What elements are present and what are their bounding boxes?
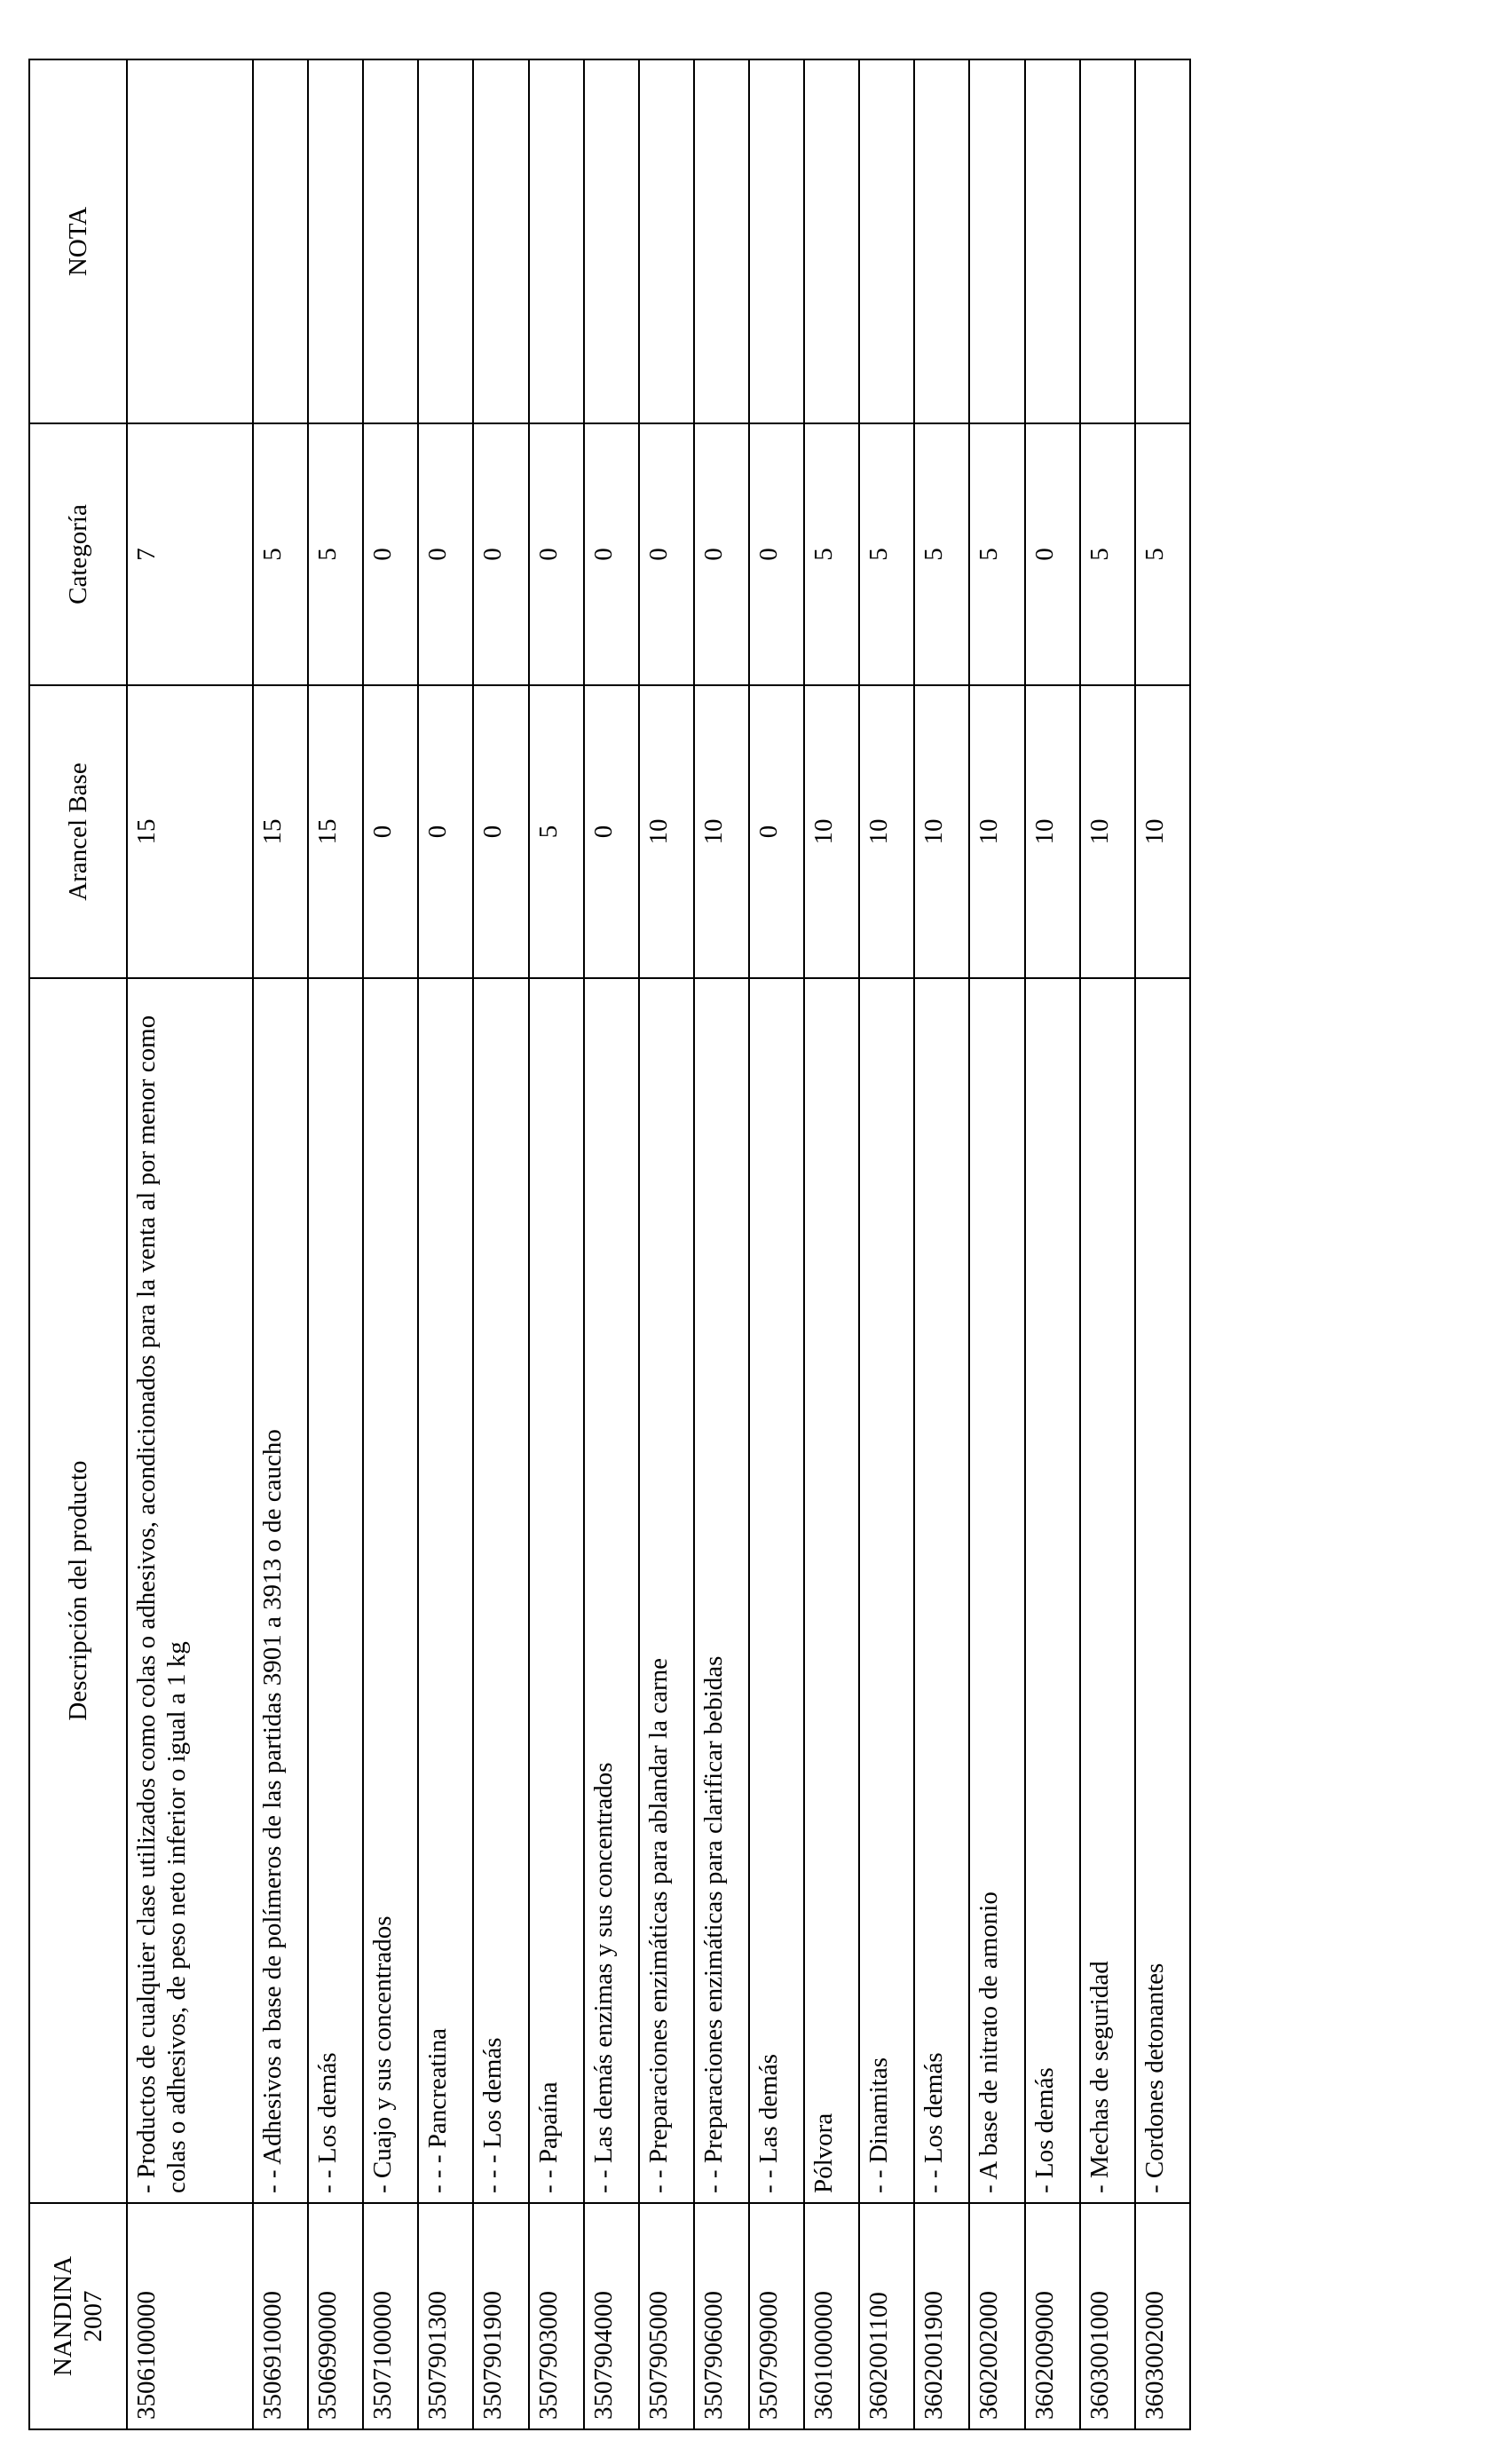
cell-arancel-base: 10 <box>1025 685 1080 978</box>
cell-description: - Los demás <box>1025 978 1080 2203</box>
cell-code: 3602001900 <box>914 2203 969 2429</box>
table-row <box>639 59 694 2429</box>
cell-nota <box>694 59 749 423</box>
table-row <box>804 59 859 2429</box>
cell-description: - - - Pancreatina <box>418 978 473 2203</box>
table-row <box>969 59 1024 2429</box>
cell-code: 3507906000 <box>694 2203 749 2429</box>
cell-nota <box>1135 59 1190 423</box>
cell-categoria: 0 <box>529 423 584 685</box>
cell-arancel-base: 0 <box>363 685 418 978</box>
cell-categoria: 5 <box>914 423 969 685</box>
cell-categoria: 5 <box>253 423 308 685</box>
cell-arancel-base: 10 <box>694 685 749 978</box>
cell-nota <box>804 59 859 423</box>
cell-categoria: 5 <box>1135 423 1190 685</box>
cell-categoria: 5 <box>1080 423 1135 685</box>
cell-code: 3602002000 <box>969 2203 1024 2429</box>
cell-description: - - Adhesivos a base de polímeros de las partidas 3901 a 3913 o de caucho <box>253 978 308 2203</box>
table-row <box>473 59 528 2429</box>
cell-arancel-base: 5 <box>529 685 584 978</box>
header-descripcion: Descripción del producto <box>29 978 127 2203</box>
cell-arancel-base: 10 <box>969 685 1024 978</box>
cell-code: 3603002000 <box>1135 2203 1190 2429</box>
cell-code: 3603001000 <box>1080 2203 1135 2429</box>
cell-nota <box>1025 59 1080 423</box>
cell-code: 3507904000 <box>584 2203 639 2429</box>
cell-categoria: 0 <box>639 423 694 685</box>
rotated-page <box>28 60 1191 2430</box>
table-row <box>363 59 418 2429</box>
cell-code: 3601000000 <box>804 2203 859 2429</box>
table-row <box>1025 59 1080 2429</box>
cell-description: - A base de nitrato de amonio <box>969 978 1024 2203</box>
cell-code: 3507100000 <box>363 2203 418 2429</box>
cell-arancel-base: 10 <box>914 685 969 978</box>
cell-categoria: 0 <box>473 423 528 685</box>
header-arancel-base: Arancel Base <box>29 685 127 978</box>
cell-description: - - Preparaciones enzimáticas para ablandar la carne <box>639 978 694 2203</box>
table-row <box>418 59 473 2429</box>
cell-description: - - - Los demás <box>473 978 528 2203</box>
cell-code: 3507903000 <box>529 2203 584 2429</box>
cell-categoria: 5 <box>308 423 363 685</box>
cell-code: 3507909000 <box>749 2203 804 2429</box>
cell-categoria: 0 <box>694 423 749 685</box>
table-row <box>1080 59 1135 2429</box>
table-row <box>308 59 363 2429</box>
cell-arancel-base: 10 <box>1080 685 1135 978</box>
cell-nota <box>859 59 914 423</box>
cell-nota <box>253 59 308 423</box>
cell-code: 3507901300 <box>418 2203 473 2429</box>
cell-nota <box>914 59 969 423</box>
cell-arancel-base: 0 <box>749 685 804 978</box>
cell-description: - Mechas de seguridad <box>1080 978 1135 2203</box>
header-nota: NOTA <box>29 59 127 423</box>
cell-code: 3602009000 <box>1025 2203 1080 2429</box>
cell-code: 3506100000 <box>127 2203 253 2429</box>
cell-code: 3602001100 <box>859 2203 914 2429</box>
cell-description: - Productos de cualquier clase utilizados como colas o adhesivos, acondicionados para la venta al por menor como colas o adhesivos, de peso neto inferior o igual a 1 kg <box>127 978 253 2203</box>
cell-arancel-base: 0 <box>584 685 639 978</box>
cell-nota <box>127 59 253 423</box>
cell-description: Pólvora <box>804 978 859 2203</box>
cell-categoria: 0 <box>363 423 418 685</box>
cell-nota <box>969 59 1024 423</box>
cell-description: - - Preparaciones enzimáticas para clarificar bebidas <box>694 978 749 2203</box>
header-nandina-line1: NANDINA <box>49 2255 77 2377</box>
cell-categoria: 7 <box>127 423 253 685</box>
cell-categoria: 0 <box>584 423 639 685</box>
cell-nota <box>473 59 528 423</box>
cell-arancel-base: 10 <box>804 685 859 978</box>
table-header-row <box>29 59 127 2429</box>
cell-categoria: 0 <box>418 423 473 685</box>
header-categoria: Categoría <box>29 423 127 685</box>
cell-code: 3507905000 <box>639 2203 694 2429</box>
cell-nota <box>1080 59 1135 423</box>
cell-arancel-base: 15 <box>127 685 253 978</box>
cell-nota <box>529 59 584 423</box>
cell-arancel-base: 15 <box>308 685 363 978</box>
header-nandina <box>29 2203 127 2429</box>
table-row <box>749 59 804 2429</box>
cell-categoria: 5 <box>859 423 914 685</box>
table-row <box>1135 59 1190 2429</box>
cell-arancel-base: 0 <box>473 685 528 978</box>
table-row <box>529 59 584 2429</box>
cell-nota <box>308 59 363 423</box>
cell-description: - - Los demás <box>914 978 969 2203</box>
cell-arancel-base: 10 <box>639 685 694 978</box>
cell-description: - - Las demás <box>749 978 804 2203</box>
cell-nota <box>584 59 639 423</box>
cell-categoria: 0 <box>749 423 804 685</box>
cell-arancel-base: 10 <box>1135 685 1190 978</box>
cell-nota <box>639 59 694 423</box>
cell-description: - - Papaína <box>529 978 584 2203</box>
cell-categoria: 0 <box>1025 423 1080 685</box>
cell-nota <box>749 59 804 423</box>
cell-nota <box>363 59 418 423</box>
cell-description: - - Los demás <box>308 978 363 2203</box>
cell-description: - - Dinamitas <box>859 978 914 2203</box>
cell-code: 3507901900 <box>473 2203 528 2429</box>
table-row <box>127 59 253 2429</box>
cell-code: 3506990000 <box>308 2203 363 2429</box>
cell-categoria: 5 <box>804 423 859 685</box>
table-row <box>914 59 969 2429</box>
cell-code: 3506910000 <box>253 2203 308 2429</box>
cell-arancel-base: 10 <box>859 685 914 978</box>
header-nandina-line2: 2007 <box>79 2290 107 2342</box>
cell-description: - Cuajo y sus concentrados <box>363 978 418 2203</box>
cell-description: - - Las demás enzimas y sus concentrados <box>584 978 639 2203</box>
cell-arancel-base: 0 <box>418 685 473 978</box>
table-row <box>859 59 914 2429</box>
table-row <box>584 59 639 2429</box>
cell-description: - Cordones detonantes <box>1135 978 1190 2203</box>
table-row <box>694 59 749 2429</box>
cell-categoria: 5 <box>969 423 1024 685</box>
cell-nota <box>418 59 473 423</box>
table-row <box>253 59 308 2429</box>
tariff-table <box>28 59 1191 2430</box>
cell-arancel-base: 15 <box>253 685 308 978</box>
